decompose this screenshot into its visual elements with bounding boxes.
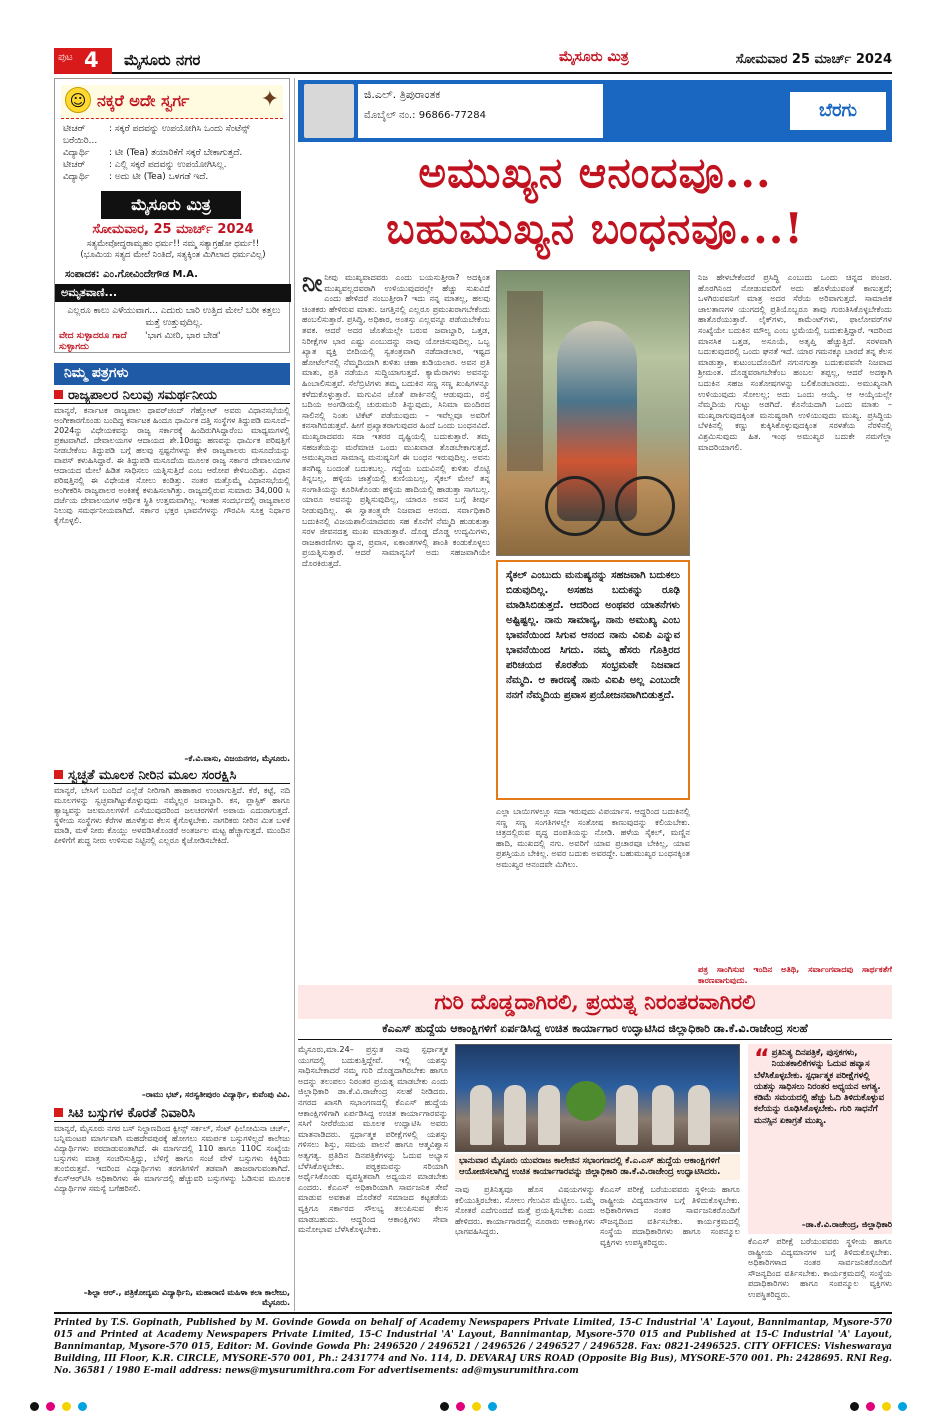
letter-signature: –ಕೆ.ವಿ.ವಾಸು, ವಿಜಯನಗರ, ಮೈಸೂರು. [184,754,290,763]
registration-marks [0,1400,945,1414]
page-header [54,48,892,74]
registration-dot-icon [456,1402,465,1411]
registration-dot-icon [30,1402,39,1411]
amrutavani-text: ಎಲ್ಲರೂ ಕಾಲು ಎಳೆಯುವಾಗ... ಎದುರು ಬಾರಿ ಉತ್ತಿದ ಮೇಲೆ ಬರೀ ಕತ್ತಲು ಮತ್ತೆ ಉತ್ತುವುದಿಲ್ಲ. [67,306,281,328]
page-number: 4 [84,48,99,72]
humor-line: ಟೀಚರ್ : ಸಕ್ಕರೆ ಪದವನ್ನು ಉಪಯೋಗಿಸಿ ಒಂದು ಸೆಂಟೆನ್ಸ್ ಬರೆಯಿರಿ... [63,124,250,146]
registration-dot-icon [440,1402,449,1411]
letter-signature: –ರಾಮು ಭಟ್, ಸರಸ್ವತೀಪುರಂ ವಿದ್ಯಾರ್ಥಿ, ಕುವೆಂಪು ವಿವಿ. [141,1090,290,1099]
page-number-tag [54,48,112,74]
header-date: ಸೋಮವಾರ 25 ಮಾರ್ಚ್ 2024 [735,52,892,67]
author-name: ಜಿ.ಎಲ್. ತ್ರಿಪುರಾಂತಕ [364,88,441,101]
registration-dot-icon [850,1402,859,1411]
letters-section-title: ನಿಮ್ಮ ಪತ್ರಗಳು [54,363,290,385]
news-body-far-right: ಕೆಎಎಸ್ ಪರೀಕ್ಷೆ ಬರೆಯುವವರು ಸ್ಥಳೀಯ ಹಾಗೂ ರಾಷ್ಟ್ರೀಯ ವಿದ್ಯಮಾನಗಳ ಬಗ್ಗೆ ತಿಳಿದುಕೊಳ್ಳಬೇಕು. ಅಧಿಕಾರಿಗಳಾದ ನಂತರ ಸಾರ್ವಜನಿಕರೊಂದಿಗೆ ಸೌಜನ್ಯದಿಂದ ವರ್ತಿಸಬೇಕು. ಕಾರ್ಯಕ್ರಮದಲ್ಲಿ ಸಂಸ್ಥೆಯ ಪದಾಧಿಕಾರಿಗಳು ಹಾಗೂ ಸಂಪನ್ಮೂಲ ವ್ಯಕ್ತಿಗಳು ಉಪಸ್ಥಿತರಿದ್ದರು. [748,1236,892,1299]
registration-dot-icon [472,1402,481,1411]
column-name: ಬೆರಗು [790,92,886,130]
proverb-text: 'ಭಾಗ ಮೀರಿ, ಭಾರ ಬೇಡ' [145,331,221,341]
humor-title: ನಕ್ಕರೆ ಅದೇ ಸ್ವರ್ಗ [97,91,190,110]
author-photo [304,84,354,138]
registration-dot-icon [882,1402,891,1411]
laughing-face-icon: ☺ [65,87,91,113]
registration-dot-icon [46,1402,55,1411]
left-column [54,78,290,1311]
news-quote-box: “ ಪ್ರತಿನಿತ್ಯ ದಿನಪತ್ರಿಕೆ, ಪುಸ್ತಕಗಳು, ನಿಯತಕಾಲಿಕೆಗಳನ್ನು ಓದುವ ಹವ್ಯಾಸ ಬೆಳೆಸಿಕೊಳ್ಳಬೇಕು. ಸ್ಪರ್ಧಾತ್ಮಕ ಪರೀಕ್ಷೆಗಳಲ್ಲಿ ಯಶಸ್ಸು ಸಾಧಿಸಲು ನಿರಂತರ ಅಧ್ಯಯನ ಅಗತ್ಯ. ಕಡಿಮೆ ಸಮಯದಲ್ಲಿ ಹೆಚ್ಚು ಓದಿ ತಿಳಿದುಕೊಳ್ಳುವ ಕಲೆಯನ್ನು ರೂಢಿಸಿಕೊಳ್ಳಬೇಕು. ಗುರಿ ಸಾಧನೆಗೆ ಮನಸ್ಸಿನ ಏಕಾಗ್ರತೆ ಮುಖ್ಯ. [748,1044,892,1234]
amrutavani-title: ಅಮೃತವಾಣಿ... [55,284,291,302]
news-photo-caption: ಭಾನುವಾರ ಮೈಸೂರು ಯುವರಾಜ ಕಾಲೇಜಿನ ಸಭಾಂಗಣದಲ್ಲಿ ಕೆ.ಎ.ಎಸ್ ಹುದ್ದೆಯ ಆಕಾಂಕ್ಷಿಗಳಿಗೆ ಆಯೋಜಿಸಲಾಗಿದ್ದ ಉಚಿತ ಕಾರ್ಯಾಗಾರವನ್ನು ಜಿಲ್ಲಾಧಿಕಾರಿ ಡಾ.ಕೆ.ವಿ.ರಾಜೇಂದ್ರ ಉದ್ಘಾಟಿಸಿದರು. [455,1154,740,1180]
letter-title: ಸಿಟಿ ಬಸ್ಸುಗಳ ಕೊರತೆ ನಿವಾರಿಸಿ [54,1106,290,1122]
proverb-label: ವೇದ ಸುಳ್ಳಾದರೂ ಗಾದೆ ಸುಳ್ಳಾಗದು [59,331,127,352]
proverb-box [55,331,291,353]
masthead-logo: ಮೈಸೂರು ಮಿತ್ರ [101,191,241,219]
quote-mark-icon: “ [754,1044,770,1072]
newspaper-logo: ಮೈಸೂರು ಮಿತ್ರ [559,49,629,65]
news-body-left: ಮೈಸೂರು,ಮಾ.24– ಪ್ರಸ್ತುತ ನಾವು ಸ್ಪರ್ಧಾತ್ಮಕ ಯುಗದಲ್ಲಿ ಬದುಕುತ್ತಿದ್ದೇವೆ. ಇಲ್ಲಿ ಯಶಸ್ಸು ಸಾಧಿಸಬೇಕಾದರೆ ನಮ್ಮ ಗುರಿ ದೊಡ್ಡದಾಗಿರಬೇಕು ಹಾಗೂ ಅದನ್ನು ತಲುಪಲು ನಿರಂತರ ಪ್ರಯತ್ನ ಮಾಡಬೇಕು ಎಂದು ಜಿಲ್ಲಾಧಿಕಾರಿ ಡಾ.ಕೆ.ವಿ.ರಾಜೇಂದ್ರ ಸಲಹೆ ನೀಡಿದರು. ನಗರದ ಖಾಸಗಿ ಸಭಾಂಗಣದಲ್ಲಿ ಕೆಎಎಸ್ ಹುದ್ದೆಯ ಆಕಾಂಕ್ಷಿಗಳಿಗಾಗಿ ಏರ್ಪಡಿಸಿದ್ದ ಉಚಿತ ಕಾರ್ಯಾಗಾರವನ್ನು ಸಸಿಗೆ ನೀರೆರೆಯುವ ಮೂಲಕ ಉದ್ಘಾಟಿಸಿ ಅವರು ಮಾತನಾಡಿದರು. ಸ್ಪರ್ಧಾತ್ಮಕ ಪರೀಕ್ಷೆಗಳಲ್ಲಿ ಯಶಸ್ಸು ಗಳಿಸಲು ಶಿಸ್ತು, ಸಮಯ ಪಾಲನೆ ಹಾಗೂ ಆತ್ಮವಿಶ್ವಾಸ ಅತ್ಯಗತ್ಯ. ಪ್ರತಿದಿನ ದಿನಪತ್ರಿಕೆಗಳನ್ನು ಓದುವ ಅಭ್ಯಾಸ ಬೆಳೆಸಿಕೊಳ್ಳಬೇಕು. ಪಠ್ಯಕ್ರಮವನ್ನು ಸರಿಯಾಗಿ ಅರ್ಥೈಸಿಕೊಂಡು ವ್ಯವಸ್ಥಿತವಾಗಿ ಅಧ್ಯಯನ ಮಾಡಬೇಕು ಎಂದರು. ಕೆಎಎಸ್ ಅಧಿಕಾರಿಯಾಗಿ ಸಾರ್ವಜನಿಕ ಸೇವೆ ಮಾಡುವ ಅವಕಾಶ ದೊರೆತರೆ ಸಮಾಜದ ಕಟ್ಟಕಡೆಯ ವ್ಯಕ್ತಿಗೂ ಸರ್ಕಾರದ ಸೌಲಭ್ಯ ತಲುಪಿಸುವ ಕೆಲಸ ಮಾಡಬಹುದು. ಆದ್ದರಿಂದ ಆಕಾಂಕ್ಷಿಗಳು ಸೇವಾ ಮನೋಭಾವ ಬೆಳೆಸಿಕೊಳ್ಳಬೇಕು. [298,1044,448,1235]
registration-dot-icon [898,1402,907,1411]
article-headline [298,146,892,262]
humor-line: ಟೀಚರ್ : ಎಲ್ಲಿ ಸಕ್ಕರೆ ಪದವನ್ನು ಉಪಯೋಗಿಸಿಲ್ಲ. [63,160,227,170]
headline-line-2: ಬಹುಮುಖ್ಯನ ಬಂಧನವೂ...! [386,204,804,253]
news-quote-signature: –ಡಾ.ಕೆ.ವಿ.ರಾಜೇಂದ್ರ, ಜಿಲ್ಲಾಧಿಕಾರಿ [801,1220,892,1229]
masthead-date: ಸೋಮವಾರ, 25 ಮಾರ್ಚ್ 2024 [92,222,254,237]
letter-body: ಮಾನ್ಯರೆ, ಬೇಸಿಗೆ ಬಂದಿದೆ ಎಲ್ಲೆಡೆ ನೀರಿಗಾಗಿ ಹಾಹಾಕಾರ ಉಂಟಾಗುತ್ತಿದೆ. ಕೆರೆ, ಕಟ್ಟೆ, ನದಿ ಮೂಲಗಳನ್ನು ಸ್ವಚ್ಛವಾಗಿಟ್ಟುಕೊಳ್ಳುವುದು ನಮ್ಮೆಲ್ಲರ ಜವಾಬ್ದಾರಿ. ಕಸ, ಪ್ಲಾಸ್ಟಿಕ್ ಹಾಗೂ ತ್ಯಾಜ್ಯವನ್ನು ಜಲಮೂಲಗಳಿಗೆ ಎಸೆಯುವುದರಿಂದ ಜಲಚರಗಳಿಗೆ ಅಪಾಯ ಎದುರಾಗುತ್ತದೆ. ಸ್ಥಳೀಯ ಸಂಸ್ಥೆಗಳು ಕೆರೆಗಳ ಹೂಳೆತ್ತುವ ಕೆಲಸ ಕೈಗೊಳ್ಳಬೇಕು. ನಾಗರಿಕರು ನೀರಿನ ಮಿತ ಬಳಕೆ ಮಾಡಿ, ಮಳೆ ನೀರು ಕೊಯ್ಲು ಅಳವಡಿಸಿಕೊಂಡರೆ ಅಂತರ್ಜಲ ಮಟ್ಟ ಹೆಚ್ಚಾಗುತ್ತದೆ. ಮುಂದಿನ ಪೀಳಿಗೆಗೆ ಶುದ್ಧ ನೀರು ಉಳಿಸುವ ನಿಟ್ಟಿನಲ್ಲಿ ಎಲ್ಲರೂ ಕೈಜೋಡಿಸಬೇಕಿದೆ. [54,786,290,845]
letter-title: ರಾಜ್ಯಪಾಲರ ನಿಲುವು ಸಮರ್ಥನೀಯ [54,388,290,404]
editor-line: ಸಂಪಾದಕ: ಎಂ.ಗೋವಿಂದೇಗೌಡ M.A. [65,269,198,280]
headline-line-1: ಅಮುಖ್ಯನ ಆನಂದವೂ... [418,148,772,197]
humor-box [54,78,290,353]
news-body-mid: ನಾವು ಪ್ರತಿನಿತ್ಯವೂ ಹೊಸ ವಿಷಯಗಳನ್ನು ಕಲಿಯುತ್ತಿರಬೇಕು. ಸೋಲು ಗೆಲುವಿನ ಮೆಟ್ಟಿಲು. ಒಮ್ಮೆ ಸೋತರೆ ಎದೆಗುಂದದೆ ಮತ್ತೆ ಪ್ರಯತ್ನಿಸಬೇಕು ಎಂದು ಹೇಳಿದರು. ಕಾರ್ಯಾಗಾರದಲ್ಲಿ ನೂರಾರು ಆಕಾಂಕ್ಷಿಗಳು ಭಾಗವಹಿಸಿದ್ದರು. [455,1184,595,1237]
humor-header [61,85,283,119]
registration-dot-icon [866,1402,875,1411]
cartoon-figure-icon: ✦ [260,87,279,112]
letter-title: ಸ್ವಚ್ಛತೆ ಮೂಲಕ ನೀರಿನ ಮೂಲ ಸಂರಕ್ಷಿಸಿ [54,768,290,784]
masthead-motto-translation: (ಭೂಮಿಯ ಸತ್ಯದ ಮೇಲೆ ನಿಂತಿದೆ, ಸತ್ಯಕ್ಕಿಂತ ಮಿಗಿಲಾದ ಧರ್ಮವಿಲ್ಲ) [80,250,266,260]
news-headline: ಗುರಿ ದೊಡ್ಡದಾಗಿರಲಿ, ಪ್ರಯತ್ನ ನಿರಂತರವಾಗಿರಲಿ [298,985,892,1019]
column-banner [298,80,892,142]
article-body-col3: ನಿಜ ಹೇಳಬೇಕೆಂದರೆ ಪ್ರಸಿದ್ಧಿ ಎಂಬುದು ಒಂದು ಚಿನ್ನದ ಪಂಜರ. ಹೊರಗಿನಿಂದ ನೋಡುವವರಿಗೆ ಅದು ಹೊಳೆಯುವಂತೆ ಕಾಣುತ್ತದೆ; ಒಳಗಿರುವವನಿಗೆ ಮಾತ್ರ ಅದರ ಸೆರೆಯ ಅರಿವಾಗುತ್ತದೆ. ಸಾಮಾಜಿಕ ಜಾಲತಾಣಗಳ ಯುಗದಲ್ಲಿ ಪ್ರತಿಯೊಬ್ಬರೂ ತಾವು ಗುರುತಿಸಿಕೊಳ್ಳಬೇಕೆಂದು ಹಾತೊರೆಯುತ್ತಾರೆ. ಲೈಕ್‌ಗಳು, ಕಾಮೆಂಟ್‌ಗಳು, ಫಾಲೋವರ್‌ಗಳ ಸಂಖ್ಯೆಯೇ ಬದುಕಿನ ಮೌಲ್ಯ ಎಂಬ ಭ್ರಮೆಯಲ್ಲಿ ಬದುಕುತ್ತಿದ್ದಾರೆ. ಇದರಿಂದ ಮಾನಸಿಕ ಒತ್ತಡ, ಅಸೂಯೆ, ಅತೃಪ್ತಿ ಹೆಚ್ಚುತ್ತಿದೆ. ಸರಳವಾಗಿ ಬದುಕುವುದರಲ್ಲಿ ಒಂದು ಘನತೆ ಇದೆ. ಯಾರ ಗಮನಕ್ಕೂ ಬಾರದೆ ತನ್ನ ಕೆಲಸ ಮಾಡುತ್ತಾ, ಕುಟುಂಬದೊಂದಿಗೆ ನಗುನಗುತ್ತಾ ಬದುಕುವವನೇ ನಿಜವಾದ ಶ್ರೀಮಂತ. ದೊಡ್ಡವರಾಗಬೇಕೆಂಬ ಹಂಬಲ ತಪ್ಪಲ್ಲ, ಆದರೆ ಅದಕ್ಕಾಗಿ ಬದುಕಿನ ಸಹಜ ಸಂತೋಷಗಳನ್ನು ಬಲಿಕೊಡಬಾರದು. ಅಮುಖ್ಯನಾಗಿ ಉಳಿಯುವುದು ಸೋಲಲ್ಲ; ಅದು ಒಂದು ಆಯ್ಕೆ. ಆ ಆಯ್ಕೆಯಲ್ಲೇ ನೆಮ್ಮದಿಯ ಗುಟ್ಟು ಅಡಗಿದೆ. ಕೊನೆಯದಾಗಿ ಒಂದು ಮಾತು – ಮುಖ್ಯರಾಗುವುದಕ್ಕಿಂತ ಮನುಷ್ಯರಾಗಿ ಉಳಿಯುವುದು ಮುಖ್ಯ. ಪ್ರಸಿದ್ಧಿಯ ಬೆಳಕಿನಲ್ಲಿ ಕಣ್ಣು ಕುಕ್ಕಿಸಿಕೊಳ್ಳುವುದಕ್ಕಿಂತ ಸರಳತೆಯ ನೆರಳಿನಲ್ಲಿ ವಿಶ್ರಮಿಸುವುದು ಹಿತ. ಇಂಥ ಅಮುಖ್ಯರ ಬದುಕೇ ನಮಗೆಲ್ಲಾ ಮಾದರಿಯಾಗಲಿ. [698,272,892,452]
registration-dot-icon [62,1402,71,1411]
author-box [358,84,603,138]
article-body-col1: ನೀನೀವು ಮುಖ್ಯವಾದವರು ಎಂದು ಬಯಸುತ್ತೀರಾ? ಅದಕ್ಕಿಂತ ಮುಖ್ಯವಲ್ಲದವರಾಗಿ ಉಳಿಯುವುದರಲ್ಲೇ ಹೆಚ್ಚು ಸುಖವಿದೆ ಎಂದು ಹೇಳಿದರೆ ನಂಬುತ್ತೀರಾ? ಇದು ನನ್ನ ಮಾತಲ್ಲ, ಹಲವು ಚಿಂತಕರು ಹೇಳಿರುವ ಮಾತು. ಜಗತ್ತಿನಲ್ಲಿ ಎಲ್ಲರೂ ಪ್ರಮುಖರಾಗಬೇಕೆಂದು ಹಂಬಲಿಸುತ್ತಾರೆ. ಪ್ರಸಿದ್ಧಿ, ಅಧಿಕಾರ, ಅಂತಸ್ತು ಎಲ್ಲವನ್ನೂ ಪಡೆಯಬೇಕೆಂಬ ತವಕ. ಆದರೆ ಅದರ ಜೊತೆಯಲ್ಲೇ ಬರುವ ಜವಾಬ್ದಾರಿ, ಒತ್ತಡ, ನಿರೀಕ್ಷೆಗಳ ಭಾರ ಎಷ್ಟು ಎಂಬುದನ್ನು ನಾವು ಯೋಚಿಸುವುದಿಲ್ಲ. ಒಬ್ಬ ಖ್ಯಾತ ವ್ಯಕ್ತಿ ಬೀದಿಯಲ್ಲಿ ಸ್ವತಂತ್ರವಾಗಿ ನಡೆದಾಡಲಾರ, ಇಷ್ಟದ ಹೋಟೆಲ್‌ನಲ್ಲಿ ನೆಮ್ಮದಿಯಾಗಿ ಕುಳಿತು ಚಹಾ ಕುಡಿಯಲಾರ. ಅವನ ಪ್ರತಿ ಮಾತು, ಪ್ರತಿ ನಡೆಯೂ ಸುದ್ದಿಯಾಗುತ್ತದೆ. ಕ್ಯಾಮೆರಾಗಳು ಅವನನ್ನು ಹಿಂಬಾಲಿಸುತ್ತವೆ. ಸೆಲೆಬ್ರಿಟಿಗಳು ತಮ್ಮ ಬದುಕಿನ ಸಣ್ಣ ಸಣ್ಣ ಖುಷಿಗಳನ್ನೂ ಕಳೆದುಕೊಳ್ಳುತ್ತಾರೆ. ಮಗುವಿನ ಜೊತೆ ಪಾರ್ಕಿನಲ್ಲಿ ಆಡುವುದು, ರಸ್ತೆ ಬದಿಯ ಅಂಗಡಿಯಲ್ಲಿ ಚುರುಮುರಿ ತಿನ್ನುವುದು, ಸಿನಿಮಾ ಮಂದಿರದ ಸಾಲಿನಲ್ಲಿ ನಿಂತು ಟಿಕೆಟ್ ಪಡೆಯುವುದು – ಇವೆಲ್ಲವೂ ಅವರಿಗೆ ಕನಸಾಗಿಬಿಡುತ್ತವೆ. ಹೀಗೆ ಪ್ರಖ್ಯಾತರಾಗುವುದರ ಹಿಂದೆ ಒಂದು ಬಂಧನವಿದೆ. ಮುಖ್ಯರಾದವರು ಸದಾ ಇತರರ ದೃಷ್ಟಿಯಲ್ಲಿ ಬದುಕುತ್ತಾರೆ. ತಮ್ಮ ಸಹಜತೆಯನ್ನು ಮರೆಮಾಚಿ ಒಂದು ಮುಖವಾಡ ತೊಡಬೇಕಾಗುತ್ತದೆ. ಅಮುಖ್ಯನಾದ ಸಾಮಾನ್ಯ ಮನುಷ್ಯನಿಗೆ ಈ ಬಂಧನ ಇರುವುದಿಲ್ಲ. ಅವನು ತನಗಿಷ್ಟ ಬಂದಂತೆ ಬದುಕಬಲ್ಲ. ಗದ್ದೆಯ ಬದುವಿನಲ್ಲಿ ಕುಳಿತು ರೊಟ್ಟಿ ತಿನ್ನಬಲ್ಲ, ಹಳ್ಳಿಯ ಜಾತ್ರೆಯಲ್ಲಿ ಕುಣಿಯಬಲ್ಲ, ಸೈಕಲ್ ಮೇಲೆ ತನ್ನ ಸಂಗಾತಿಯನ್ನು ಕೂರಿಸಿಕೊಂಡು ಹಳ್ಳಿಯ ಹಾದಿಯಲ್ಲಿ ಹಾಡುತ್ತಾ ಸಾಗಬಲ್ಲ. ಯಾರೂ ಅವನನ್ನು ಪ್ರಶ್ನಿಸುವುದಿಲ್ಲ, ಯಾರೂ ಅವನ ಬಗ್ಗೆ ತೀರ್ಪು ನೀಡುವುದಿಲ್ಲ. ಈ ಸ್ವಾತಂತ್ರ್ಯವೇ ನಿಜವಾದ ಆನಂದ. ಸರ್ವಾಧಿಕಾರಿ ಬದುಕಿನಲ್ಲಿ ವಿಜಯಶಾಲಿಯಾದವರು ಸಹ ಕೊನೆಗೆ ನೆಮ್ಮದಿ ಹುಡುಕುತ್ತಾ ಸರಳ ಜೀವನದತ್ತ ಮುಖ ಮಾಡುತ್ತಾರೆ. ದೊಡ್ಡ ದೊಡ್ಡ ಉದ್ಯಮಿಗಳು, ರಾಜಕಾರಣಿಗಳು ಧ್ಯಾನ, ಪ್ರವಾಸ, ಏಕಾಂತಗಳಲ್ಲಿ ಶಾಂತಿ ಕಂಡುಕೊಳ್ಳಲು ಪ್ರಯತ್ನಿಸುತ್ತಾರೆ. ಆದರೆ ಸಾಮಾನ್ಯನಿಗೆ ಅದು ಸಹಜವಾಗಿಯೇ ದೊರಕಿರುತ್ತದೆ. [302,272,490,569]
news-subhead: ಕೆಎಎಸ್ ಹುದ್ದೆಯ ಆಕಾಂಕ್ಷಿಗಳಿಗೆ ಏರ್ಪಡಿಸಿದ್ದ ಉಚಿತ ಕಾರ್ಯಾಗಾರ ಉದ್ಘಾಟಿಸಿದ ಜಿಲ್ಲಾಧಿಕಾರಿ ಡಾ.ಕೆ.ವಿ.ರಾಜೇಂದ್ರ ಸಲಹೆ [298,1022,892,1040]
column-divider [294,78,295,1311]
article-end-note: ಪತ್ರ ಸಾಂಗಿಸುವ ಇಂದಿನ ಅತಿಥಿ, ಸರ್ವಾಂಗವಾದವು ಸಾರ್ಥಕತೆಗೆ ಕಾರಣವಾಗುವುದು. [698,964,892,985]
masthead-motto: ಸತ್ಯಮೇವೋದ್ಧರಾಮ್ಯಹಂ ಧರ್ಮ!! ನಮ್ಮ ಸತ್ಯಾಗ್ರಹೋ ಧರ್ಮ!! [86,239,260,249]
humor-line: ವಿದ್ಯಾರ್ಥಿ : ಅದು ಟೀ (Tea) ಒಳಗಡೆ ಇದೆ. [63,172,209,182]
letter-body: ಮಾನ್ಯರೆ, ಮೈಸೂರು ನಗರ ಬಸ್ ನಿಲ್ದಾಣದಿಂದ ಕ್ವೀನ್ಸ್ ಸರ್ಕಲ್, ಸೆಂಟ್ ಫಿಲೋಮಿನಾ ಚರ್ಚ್, ಬನ್ನಿಮಂಟಪ ಮಾರ್ಗವಾಗಿ ಮಹದೇವಪುರಕ್ಕೆ ಹೋಗಲು ಸಮರ್ಪಕ ಬಸ್ಸುಗಳಿಲ್ಲದೆ ಕಾಲೇಜು ವಿದ್ಯಾರ್ಥಿಗಳು ಪರದಾಡುವಂತಾಗಿದೆ. ಈ ಮಾರ್ಗದಲ್ಲಿ 110 ಹಾಗೂ 110C ಸಂಖ್ಯೆಯ ಬಸ್ಸುಗಳು ಮಾತ್ರ ಸಂಚರಿಸುತ್ತಿದ್ದು, ಬೆಳಿಗ್ಗೆ ಹಾಗೂ ಸಂಜೆ ವೇಳೆ ಬಸ್ಸುಗಳು ಕಿಕ್ಕಿರಿದು ತುಂಬಿರುತ್ತವೆ. ಇದರಿಂದ ವಿದ್ಯಾರ್ಥಿಗಳು ತರಗತಿಗಳಿಗೆ ತಡವಾಗಿ ಹಾಜರಾಗುವಂತಾಗಿದೆ. ಕೆಎಸ್ಆರ್‌ಟಿಸಿ ಅಧಿಕಾರಿಗಳು ಈ ಮಾರ್ಗದಲ್ಲಿ ಹೆಚ್ಚುವರಿ ಬಸ್ಸುಗಳನ್ನು ಓಡಿಸುವ ಮೂಲಕ ವಿದ್ಯಾರ್ಥಿಗಳ ಸಮಸ್ಯೆ ಬಗೆಹರಿಸಲಿ. [54,1124,290,1193]
imprint-footer: Printed by T.S. Gopinath, Published by M. Govinde Gowda on behalf of Academy Newspapers Private Limited, 15-C Industrial 'A' Layout, Bannimantap, Mysore-570 015 and Printed at Academy Newspapers Private Limited, 15-C Industrial 'A' Layout, Bannimantap, Mysore-570 015 and Published at 15-C Industrial 'A' Layout, Bannimantap, Mysore-570 015, Editor: M. Govinde Gowda Ph: 2496520 / 2496521 / 2496526 / 2496527 / 2496528. Fax: 0821-2496525. CITY OFFICES: Visheswaraya Building, III Floor, K.R. CIRCLE, MYSORE-570 001, Ph.: 2431774 and No. 114, D. DEVARAJ URS ROAD (Opposite Big Bus), MYSORE-570 001. Ph: 2428695. RNI Reg. No. 36581 / 1980 E-mail address: news@mysurumithra.com For advertisements: ad@mysurumithra.com [54,1312,892,1384]
humor-line: ವಿದ್ಯಾರ್ಥಿ : ಟೀ (Tea) ತಯಾರಿಕೆಗೆ ಸಕ್ಕರೆ ಬೇಕಾಗುತ್ತದೆ. [63,148,243,158]
section-city: ಮೈಸೂರು ನಗರ [124,51,201,69]
author-mobile: ಮೊಬೈಲ್ ನಂ.: 96866-77284 [364,110,486,121]
letter-body: ಮಾನ್ಯರೆ, ಕರ್ನಾಟಕ ರಾಜ್ಯಪಾಲ ಥಾವರ್‌ಚಂದ್ ಗೆಹ್ಲೋಟ್ ಅವರು ವಿಧಾನಸಭೆಯಲ್ಲಿ ಅಂಗೀಕಾರಗೊಂಡು ಬಂದಿದ್ದ ಕರ್ನಾಟಕ ಹಿಂದೂ ಧಾರ್ಮಿಕ ದತ್ತಿ ಸಂಸ್ಥೆಗಳ ತಿದ್ದುಪಡಿ ಮಸೂದೆ–2024ನ್ನು ವಿಧೇಯಕವನ್ನು ರಾಜ್ಯ ಸರ್ಕಾರಕ್ಕೆ ಹಿಂದಿರುಗಿಸಿದ್ದಾರೆಂಬ ಮಾಧ್ಯಮಗಳಲ್ಲಿ ಪ್ರಕಟವಾಗಿದೆ. ದೇವಾಲಯಗಳ ಆದಾಯದ ಶೇ.10ರಷ್ಟು ಹಣವನ್ನು ಧಾರ್ಮಿಕ ಪರಿಷತ್ತಿಗೆ ನೀಡಬೇಕೆಂಬ ತಿದ್ದುಪಡಿ ಬಗ್ಗೆ ಹಲವು ಸ್ಪಷ್ಟನೆಗಳನ್ನು ಕೇಳಿ ರಾಜ್ಯಪಾಲರು ಮಸೂದೆಯನ್ನು ವಾಪಸ್ ಕಳುಹಿಸಿದ್ದಾರೆ. ಈ ತಿದ್ದುಪಡಿ ಮಸೂದೆಯ ಮೂಲಕ ರಾಜ್ಯ ಸರ್ಕಾರ ದೇವಾಲಯಗಳ ಆದಾಯದ ಮೇಲೆ ಹಿಡಿತ ಸಾಧಿಸಲು ಯತ್ನಿಸುತ್ತಿದೆ ಎಂಬ ಆರೋಪ ಕೇಳಿಬಂದಿತ್ತು. ವಿಧಾನ ಪರಿಷತ್ತಿನಲ್ಲಿ ಈ ವಿಧೇಯಕ ಸೋಲು ಕಂಡಿತ್ತು. ನಂತರ ಮತ್ತೊಮ್ಮೆ ವಿಧಾನಸಭೆಯಲ್ಲಿ ಅಂಗೀಕರಿಸಿ ರಾಜ್ಯಪಾಲರ ಅಂಕಿತಕ್ಕೆ ಕಳುಹಿಸಲಾಗಿತ್ತು. ರಾಜ್ಯದಲ್ಲಿರುವ ಸುಮಾರು 34,000 ಸಿ ದರ್ಜೆಯ ದೇವಾಲಯಗಳ ಆರ್ಥಿಕ ಸ್ಥಿತಿ ಉತ್ತಮವಾಗಿಲ್ಲ. ಇಂತಹ ಸಂದರ್ಭದಲ್ಲಿ ರಾಜ್ಯಪಾಲರ ನಿಲುವು ಸಮರ್ಥನೀಯವಾಗಿದೆ. ಸರ್ಕಾರ ಭಕ್ತರ ಭಾವನೆಗಳನ್ನು ಗೌರವಿಸಿ ಸೂಕ್ತ ನಿರ್ಧಾರ ಕೈಗೊಳ್ಳಲಿ. [54,406,290,525]
registration-dot-icon [78,1402,87,1411]
drop-cap: ನೀ [302,272,323,297]
letter-signature: –ಶಿಲ್ಪಾ ಆರ್., ಪತ್ರಿಕೋದ್ಯಮ ವಿದ್ಯಾರ್ಥಿನಿ, ಮಹಾರಾಣಿ ಮಹಿಳಾ ಕಲಾ ಕಾಲೇಜು, ಮೈಸೂರು. [83,1288,290,1307]
page-word: ಪುಟ [58,52,73,63]
registration-dot-icon [488,1402,497,1411]
pull-quote: ಸೈಕಲ್ ಎಂಬುದು ಮನುಷ್ಯನನ್ನು ಸಹಜವಾಗಿ ಬದುಕಲು ಬಿಡುವುದಿಲ್ಲ. ಅಸಹಜ ಬದುಕನ್ನು ರೂಢಿ ಮಾಡಿಸಿಬಿಡುತ್ತದೆ. ಆದರಿಂದ ಅಂಥವರ ಯಾತನೆಗಳು ಅಷ್ಟಿಷ್ಟಲ್ಲ. ನಾನು ಸಾಮಾನ್ಯ, ನಾನು ಅಮುಖ್ಯ ಎಂಬ ಭಾವನೆಯಿಂದ ಸಿಗುವ ಆನಂದ ನಾನು ವಿಐಪಿ ಎನ್ನುವ ಭಾವನೆಯಿಂದ ಸಿಗದು. ನಮ್ಮ ಹೆಸರು ಗೊತ್ತಿರದ ಪರಿಚಯದ ಕೊರತೆಯ ಸಂಭ್ರಮವೇ ನಿಜವಾದ ನೆಮ್ಮದಿ. ಆ ಕಾರಣಕ್ಕೆ ನಾನು ವಿಐಪಿ ಅಲ್ಲ ಎಂಬುದೇ ನನಗೆ ನೆಮ್ಮದಿಯ ಪ್ರವಾಸ ಪ್ರಯೋಜನವಾಗಿಬಿಡುತ್ತದೆ. [496,560,690,800]
article-body-col2: ಎಲ್ಲಾ ಬಾಯಿಗಳಲ್ಲೂ ಸದಾ ಇರುವುದು ವಿಪರ್ಯಾಸ. ಆದ್ದರಿಂದ ಬದುಕಿನಲ್ಲಿ ಸಣ್ಣ ಸಣ್ಣ ಸಂಗತಿಗಳಲ್ಲೇ ಸಂತೋಷ ಕಾಣುವುದನ್ನು ಕಲಿಯಬೇಕು. ಚಿತ್ರದಲ್ಲಿರುವ ವೃದ್ಧ ದಂಪತಿಯನ್ನು ನೋಡಿ. ಹಳೆಯ ಸೈಕಲ್, ಮಣ್ಣಿನ ಹಾದಿ, ಮುಖದಲ್ಲಿ ನಗು. ಅವರಿಗೆ ಯಾವ ಪ್ರಚಾರವೂ ಬೇಕಿಲ್ಲ, ಯಾವ ಪ್ರಶಸ್ತಿಯೂ ಬೇಕಿಲ್ಲ. ಅವರ ಬದುಕು ಅವರದ್ದೇ. ಬಹುಮುಖ್ಯರ ಬಂಧನಕ್ಕಿಂತ ಅಮುಖ್ಯರ ಆನಂದವೇ ಮಿಗಿಲು. [496,806,690,869]
news-photo [455,1044,740,1152]
article-photo [496,270,690,556]
news-body-right: ಕೆಎಎಸ್ ಪರೀಕ್ಷೆ ಬರೆಯುವವರು ಸ್ಥಳೀಯ ಹಾಗೂ ರಾಷ್ಟ್ರೀಯ ವಿದ್ಯಮಾನಗಳ ಬಗ್ಗೆ ತಿಳಿದುಕೊಳ್ಳಬೇಕು. ಅಧಿಕಾರಿಗಳಾದ ನಂತರ ಸಾರ್ವಜನಿಕರೊಂದಿಗೆ ಸೌಜನ್ಯದಿಂದ ವರ್ತಿಸಬೇಕು. ಕಾರ್ಯಕ್ರಮದಲ್ಲಿ ಸಂಸ್ಥೆಯ ಪದಾಧಿಕಾರಿಗಳು ಹಾಗೂ ಸಂಪನ್ಮೂಲ ವ್ಯಕ್ತಿಗಳು ಉಪಸ್ಥಿತರಿದ್ದರು. [600,1184,740,1247]
